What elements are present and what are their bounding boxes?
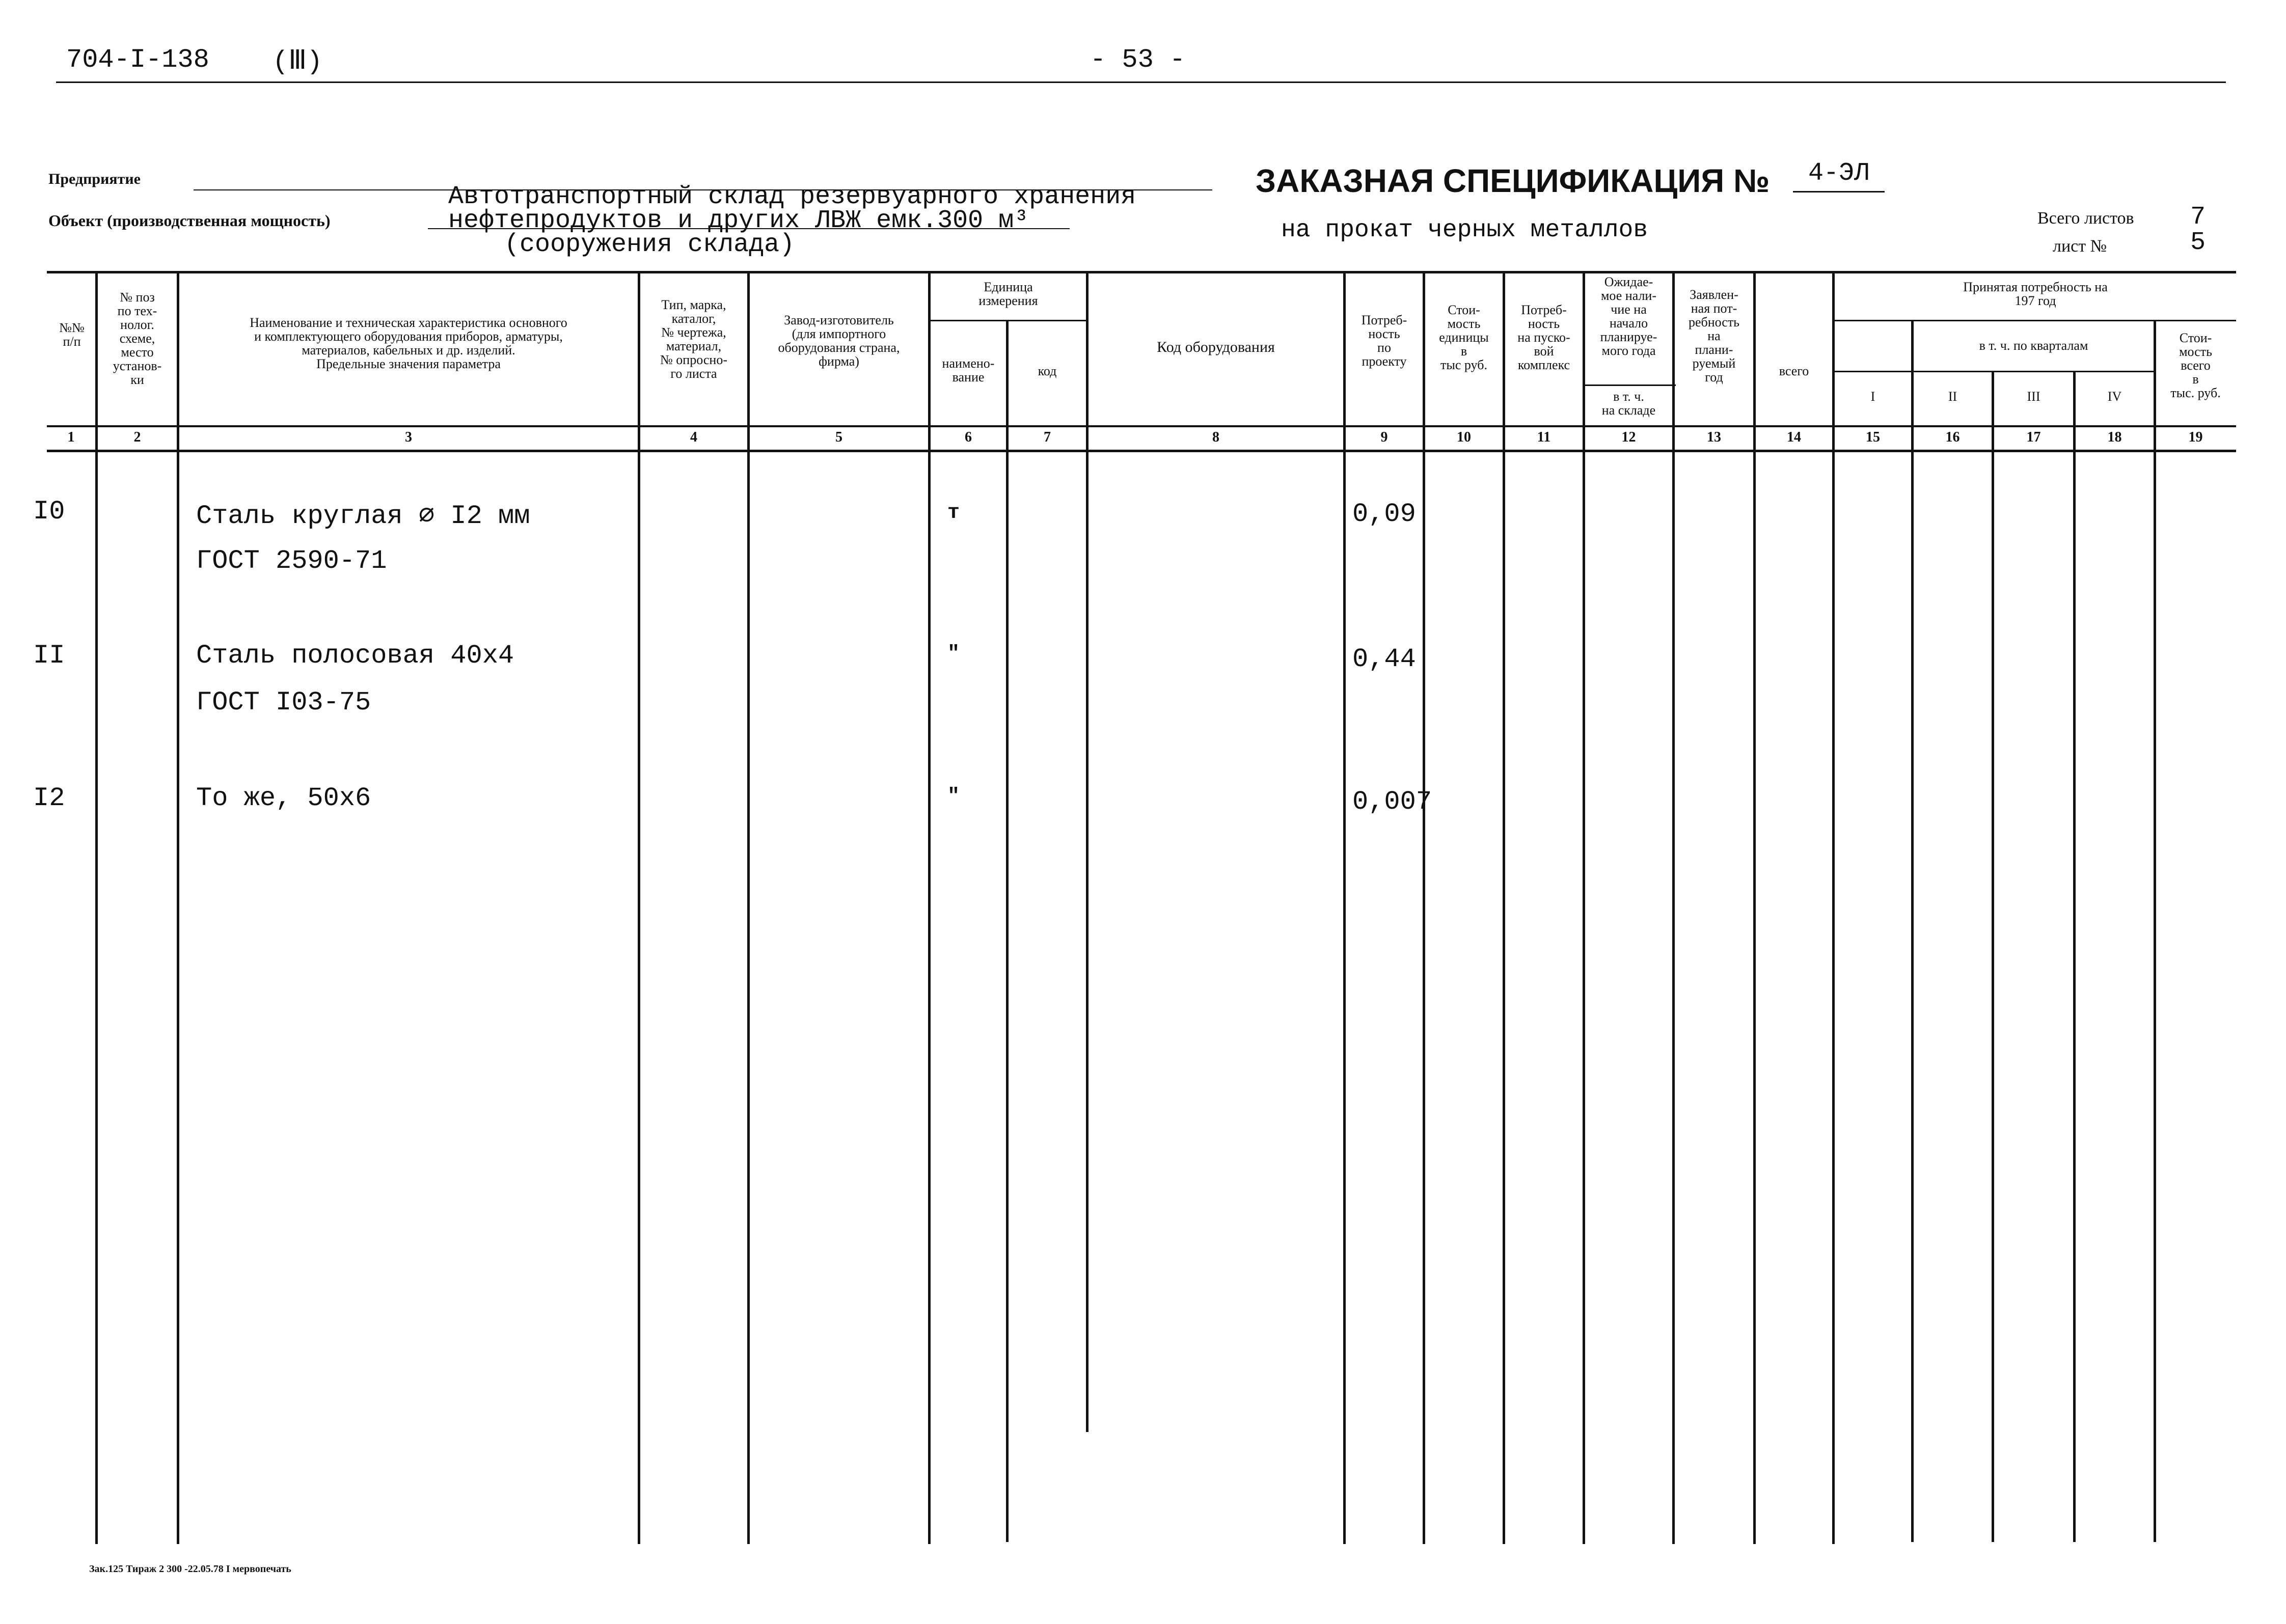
col-header-10: Стои- мость единицы в тыс руб. xyxy=(1439,302,1489,372)
col-header-7: код xyxy=(1038,364,1057,378)
object-value-2: (сооружения склада) xyxy=(504,230,795,259)
col-line-18 xyxy=(2154,320,2156,1542)
enterprise-value: Автотранспортный склад резервуарного хранения xyxy=(448,182,1136,211)
col-number-8: 8 xyxy=(1212,429,1219,445)
page-number: - 53 - xyxy=(1090,45,1186,75)
col-number-13: 13 xyxy=(1707,429,1721,445)
item-name: Сталь круглая ∅ I2 мм xyxy=(196,501,530,531)
total-sheets-label: Всего листов xyxy=(2037,209,2134,228)
col-header-9: Потреб- ность по проекту xyxy=(1361,313,1407,369)
col-header-8: Код оборудования xyxy=(1157,339,1275,355)
spec-title: ЗАКАЗНАЯ СПЕЦИФИКАЦИЯ № xyxy=(1256,162,1770,199)
accepted-group-divider xyxy=(1834,320,2236,321)
column-numbers-bottom xyxy=(47,450,2236,452)
column-numbers-top xyxy=(47,425,2236,427)
col-line-9 xyxy=(1423,271,1425,1544)
col-line-8 xyxy=(1343,271,1346,1544)
album-number: (Ⅲ) xyxy=(273,47,323,77)
project-need: 0,09 xyxy=(1352,499,1416,529)
total-sheets-value: 7 xyxy=(2190,203,2206,232)
col-line-13 xyxy=(1753,271,1756,1544)
col-number-9: 9 xyxy=(1380,429,1388,445)
col-number-11: 11 xyxy=(1537,429,1551,445)
col-header-6: наимено- вание xyxy=(942,356,995,384)
quarters-divider xyxy=(1834,371,2155,372)
project-need: 0,007 xyxy=(1352,787,1432,817)
col-line-6 xyxy=(1006,320,1009,1542)
stock-divider xyxy=(1584,384,1676,386)
col-header-15: I xyxy=(1870,389,1875,404)
col-number-16: 16 xyxy=(1945,429,1960,445)
unit-name: т xyxy=(947,502,960,525)
col-number-7: 7 xyxy=(1044,429,1051,445)
row-number: II xyxy=(33,641,65,671)
row-number: I0 xyxy=(33,497,65,527)
col-line-4 xyxy=(747,271,750,1544)
col-header-4: Тип, марка, каталог, № чертежа, материал, № опросно- го листа xyxy=(660,297,727,381)
col-header-16: II xyxy=(1948,389,1957,404)
col-number-15: 15 xyxy=(1866,429,1880,445)
sheet-label: лист № xyxy=(2053,237,2107,256)
enterprise-label: Предприятие xyxy=(48,171,141,187)
col-number-19: 19 xyxy=(2188,429,2203,445)
accepted-group-header: Принятая потребность на 197 год xyxy=(1963,280,2108,308)
col-line-16 xyxy=(1992,371,1994,1542)
item-standard: ГОСТ I03-75 xyxy=(196,687,371,718)
header-rule xyxy=(56,81,2226,83)
unit-name: " xyxy=(947,643,960,666)
col-line-14 xyxy=(1832,271,1835,1544)
col-number-5: 5 xyxy=(835,429,842,445)
item-name: Сталь полосовая 40х4 xyxy=(196,641,514,671)
col-header-12: Ожидае- мое нали- чие на начало планируе- мого года xyxy=(1600,274,1657,358)
col-line-17 xyxy=(2073,371,2076,1542)
project-code: 704-I-138 xyxy=(66,45,209,75)
col-line-15 xyxy=(1911,320,1914,1542)
col-line-10 xyxy=(1503,271,1505,1544)
col-header-19: Стои- мость всего в тыс. руб. xyxy=(2170,331,2221,400)
col-line-1 xyxy=(95,271,98,1544)
row-number: I2 xyxy=(33,783,65,813)
col-number-14: 14 xyxy=(1787,429,1801,445)
print-stamp: Зак.125 Тираж 2 300 -22.05.78 I мервопечать xyxy=(89,1563,291,1575)
spec-number: 4-ЭЛ xyxy=(1808,159,1870,188)
col-number-17: 17 xyxy=(2026,429,2041,445)
col-number-2: 2 xyxy=(133,429,141,445)
col-number-10: 10 xyxy=(1457,429,1471,445)
col-number-18: 18 xyxy=(2107,429,2122,445)
col-line-3 xyxy=(638,271,640,1544)
unit-name: " xyxy=(947,785,960,808)
object-label: Объект (производственная мощность) xyxy=(48,211,331,230)
col-number-3: 3 xyxy=(405,429,412,445)
object-value: нефтепродуктов и других ЛВЖ емк.300 м³ xyxy=(448,206,1029,235)
col-number-4: 4 xyxy=(690,429,697,445)
col-header-14: всего xyxy=(1779,364,1809,378)
col-header-1: №№ п/п xyxy=(59,320,85,349)
unit-group-header: Единица измерения xyxy=(978,280,1038,308)
col-number-1: 1 xyxy=(67,429,75,445)
table-top-border xyxy=(47,271,2236,273)
spec-number-underline xyxy=(1793,191,1885,192)
col-header-11: Потреб- ность на пуско- вой комплекс xyxy=(1517,302,1570,372)
item-name: То же, 50х6 xyxy=(196,783,371,813)
col-header-18: IV xyxy=(2107,389,2122,404)
col-line-11 xyxy=(1583,271,1585,1544)
col-number-6: 6 xyxy=(965,429,972,445)
col-line-12 xyxy=(1672,271,1675,1544)
col-header-2: № поз по тех- нолог. схеме, место установ- ки xyxy=(113,290,162,387)
col-header-3: Наименование и техническая характеристика основного и комплектующего оборудования приборов, арматуры, материалов, кабельных и др. изделий. Предельные значения параметра xyxy=(250,315,567,371)
sheet-value: 5 xyxy=(2190,228,2206,257)
col-number-12: 12 xyxy=(1621,429,1636,445)
spec-subtitle: на прокат черных металлов xyxy=(1281,216,1648,244)
col-line-2 xyxy=(177,271,179,1544)
col-header-5: Завод-изготовитель (для импортного оборудования страна, фирма) xyxy=(778,313,900,369)
item-standard: ГОСТ 2590-71 xyxy=(196,546,387,576)
col-header-13: Заявлен- ная пот- ребность на плани- руемый год xyxy=(1688,287,1740,384)
col-header-17: III xyxy=(2027,389,2040,404)
project-need: 0,44 xyxy=(1352,644,1416,674)
col-line-5 xyxy=(928,271,931,1544)
quarters-group-header: в т. ч. по кварталам xyxy=(1979,338,2088,353)
stock-subheader: в т. ч. на складе xyxy=(1601,389,1656,418)
